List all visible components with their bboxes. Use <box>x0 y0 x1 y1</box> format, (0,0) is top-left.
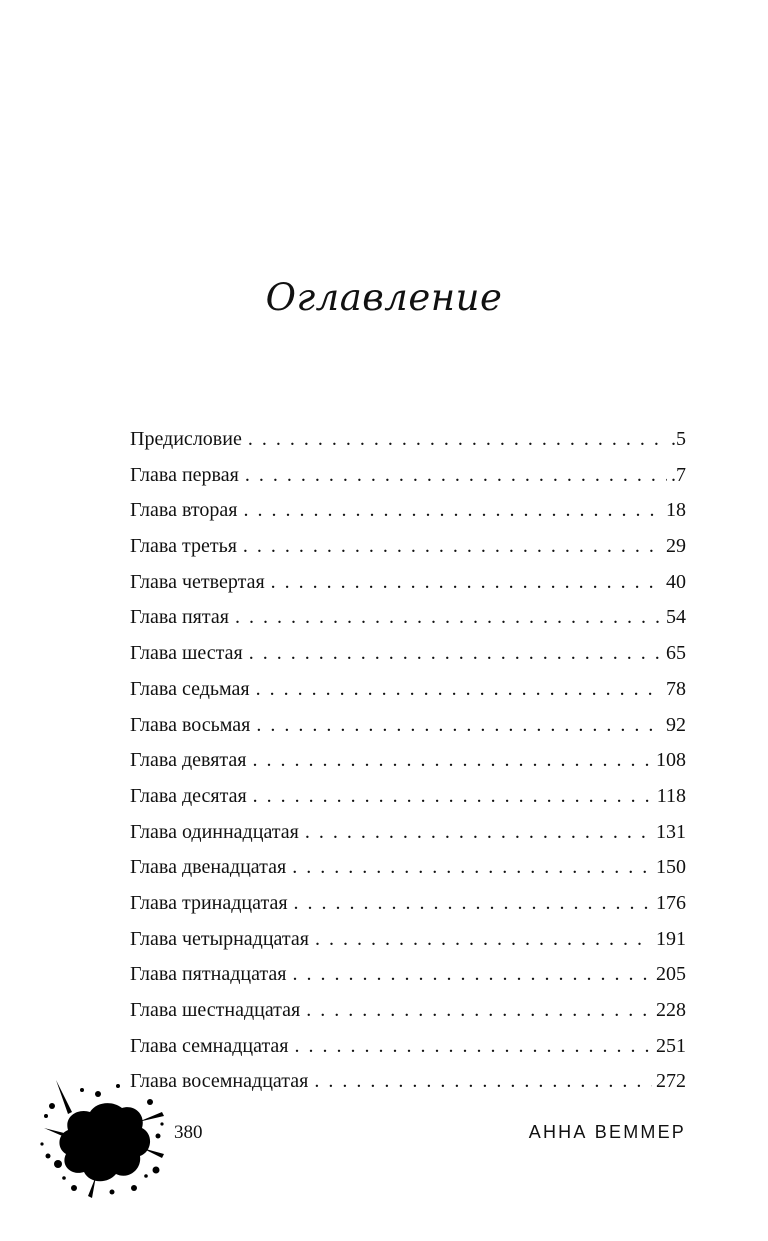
toc-entry-label: Глава пятая <box>130 606 229 629</box>
toc-entry-label: Глава девятая <box>130 749 247 772</box>
toc-entry-page: 176 <box>656 891 686 914</box>
toc-entry-label: Глава первая <box>130 463 239 486</box>
toc-dot-leader <box>306 993 652 1029</box>
toc-entry <box>130 1064 686 1100</box>
toc-entry <box>130 708 686 744</box>
toc-entry-label: Глава десятая <box>130 784 247 807</box>
toc-entry-page: 40 <box>666 570 686 593</box>
toc-entry-label: Глава двенадцатая <box>130 856 287 879</box>
toc-entry <box>130 458 686 494</box>
toc-entry-page: 205 <box>656 963 686 986</box>
toc-dot-leader <box>294 886 652 922</box>
toc-entry-page: .5 <box>671 428 686 450</box>
toc-dot-leader <box>245 458 667 494</box>
toc-entry <box>130 422 686 458</box>
toc-entry-label: Глава пятнадцатая <box>130 963 287 986</box>
toc-entry <box>130 993 686 1029</box>
toc-entry-page: 118 <box>656 784 686 807</box>
toc-entry-label: Глава восемнадцатая <box>130 1070 309 1093</box>
toc-entry-label: Глава восьмая <box>130 713 251 736</box>
toc-entry <box>130 1029 686 1065</box>
toc-entry <box>130 850 686 886</box>
toc-entry <box>130 815 686 851</box>
toc-dot-leader <box>315 922 652 958</box>
toc-entry-page: 18 <box>666 499 686 522</box>
toc-dot-leader <box>243 529 662 565</box>
toc-entry-label: Глава седьмая <box>130 677 250 700</box>
toc-entry <box>130 565 686 601</box>
toc-entry <box>130 922 686 958</box>
toc-dot-leader <box>248 422 667 458</box>
toc-dot-leader <box>271 565 662 601</box>
toc-entry-page: 191 <box>656 927 686 950</box>
toc-dot-leader <box>305 815 652 851</box>
toc-dot-leader <box>249 636 662 672</box>
toc-entry-page: 251 <box>656 1034 686 1057</box>
toc-dot-leader <box>235 600 662 636</box>
toc-dot-leader <box>256 708 662 744</box>
toc-entry-page: 65 <box>666 642 686 665</box>
toc-entry <box>130 886 686 922</box>
toc-entry <box>130 672 686 708</box>
toc-entry-label: Предисловие <box>130 428 242 450</box>
running-head-author: АННА ВЕММЕР <box>528 1122 686 1142</box>
toc-entry-label: Глава четвертая <box>130 570 265 593</box>
toc-dot-leader <box>293 957 653 993</box>
toc-entry-page: 272 <box>656 1070 686 1093</box>
toc-entry-label: Глава семнадцатая <box>130 1034 289 1057</box>
toc-entry-label: Глава вторая <box>130 499 238 522</box>
toc-entry-label: Глава шестая <box>130 642 243 665</box>
toc-entry <box>130 957 686 993</box>
toc-entry-page: 29 <box>666 535 686 558</box>
toc-entry-page: 54 <box>666 606 686 629</box>
page-footer <box>0 1118 768 1148</box>
toc-entry-page: 228 <box>656 999 686 1021</box>
table-of-contents <box>130 422 686 1100</box>
toc-entry-label: Глава шестнадцатая <box>130 999 301 1021</box>
toc-entry <box>130 636 686 672</box>
toc-dot-leader <box>295 1029 652 1065</box>
toc-entry-label: Глава тринадцатая <box>130 891 288 914</box>
toc-entry-page: 108 <box>656 749 686 772</box>
toc-entry-page: 92 <box>666 713 686 736</box>
toc-dot-leader <box>243 493 662 529</box>
toc-entry-page: 78 <box>666 677 686 700</box>
toc-entry-page: 150 <box>656 856 686 879</box>
toc-entry <box>130 493 686 529</box>
toc-entry <box>130 600 686 636</box>
toc-entry <box>130 529 686 565</box>
toc-dot-leader <box>314 1064 652 1100</box>
toc-dot-leader <box>253 779 653 815</box>
toc-entry-label: Глава четырнадцатая <box>130 927 309 950</box>
toc-entry <box>130 743 686 779</box>
toc-dot-leader <box>252 743 652 779</box>
toc-dot-leader <box>256 672 662 708</box>
toc-entry-page: 131 <box>656 820 686 843</box>
toc-entry-label: Глава третья <box>130 535 237 558</box>
toc-dot-leader <box>292 850 652 886</box>
page-number: 380 <box>174 1122 203 1143</box>
toc-entry-label: Глава одиннадцатая <box>130 820 299 843</box>
toc-entry <box>130 779 686 815</box>
page-title: Оглавление <box>265 276 503 319</box>
toc-entry-page: .7 <box>671 463 686 486</box>
